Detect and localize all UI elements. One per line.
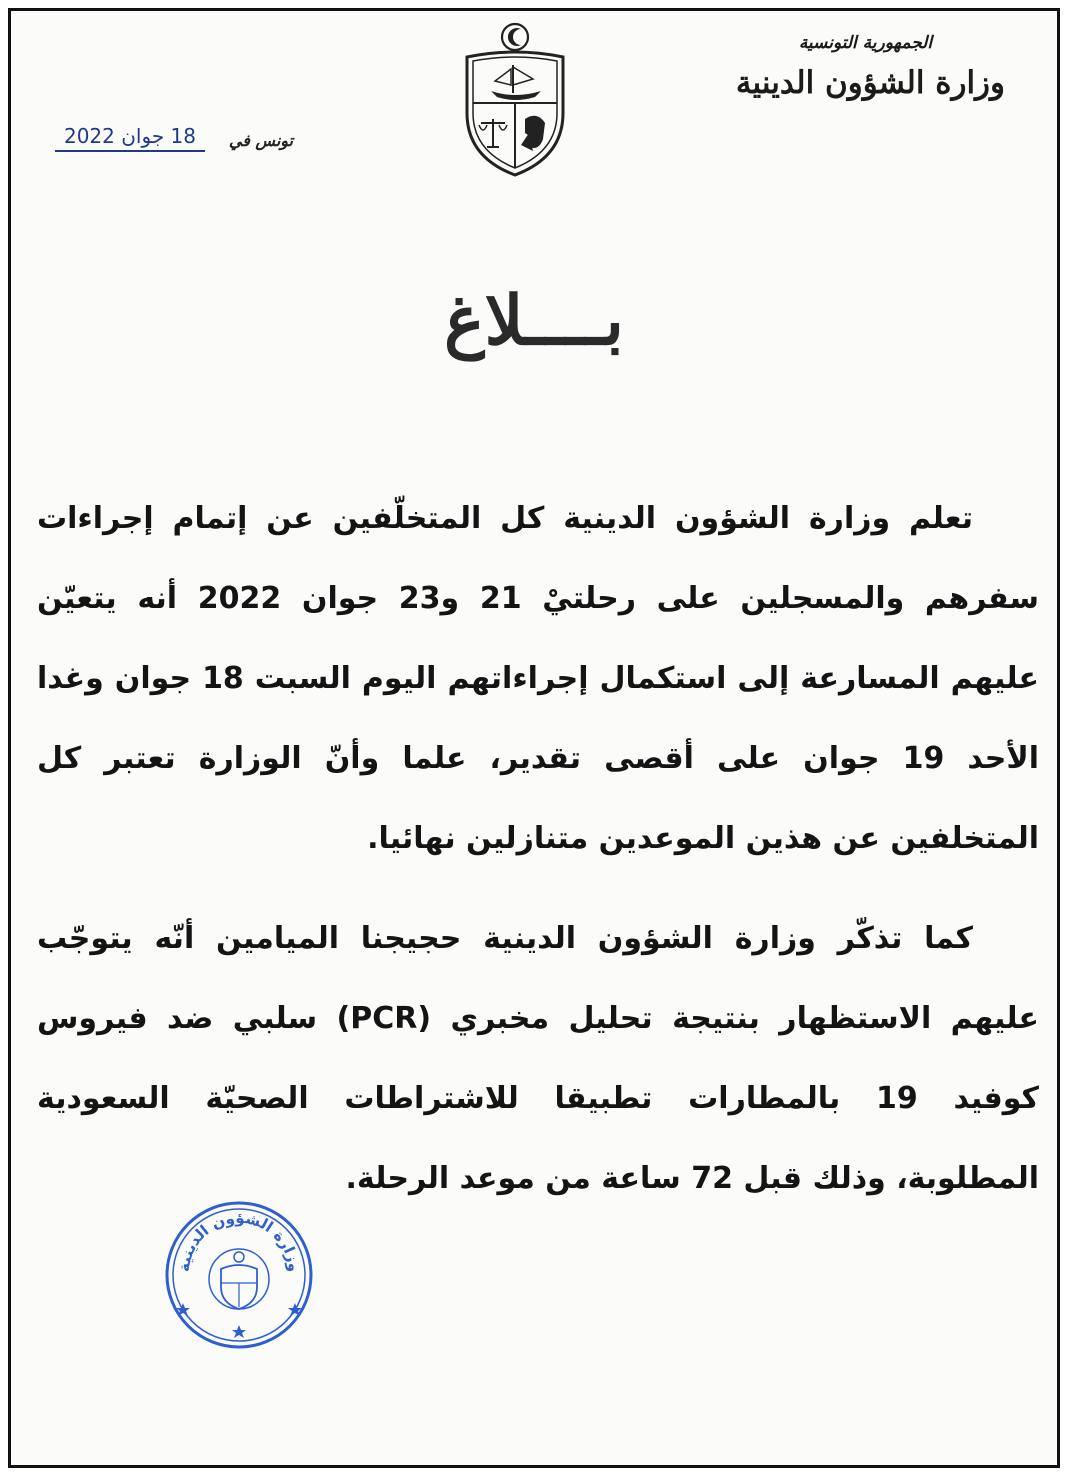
paragraph-text: تعلم وزارة الشؤون الدينية كل المتخلّفين عن إتمام إجراءات سفرهم والمسجلين على رحلتيْ 21 و23 جوان 2022 أنه يتعيّن عليهم المسارعة إلى استكمال إجراءاتهم اليوم السبت 18 جوان وغدا الأحد 19 جوان على أقصى تقدير، علما وأنّ الوزارة تعتبر كل المتخلفين عن هذين الموعدين متنازلين نهائيا.	[37, 501, 1039, 856]
date-label: تونس في	[228, 131, 293, 150]
stamp-text: وزارة الشؤون الدينية	[174, 1208, 304, 1273]
ministry-name: وزارة الشؤون الدينية	[735, 65, 1005, 101]
republic-name: الجمهورية التونسية	[798, 33, 933, 53]
star-icon	[232, 1325, 246, 1338]
coat-of-arms-icon	[455, 21, 575, 181]
official-stamp	[163, 1199, 315, 1351]
date-value: 18 جوان 2022	[55, 124, 205, 152]
document-title: بــــلاغ	[444, 281, 624, 361]
date-line	[33, 121, 293, 161]
paragraph-2	[37, 899, 1039, 1219]
letterhead	[736, 33, 1005, 101]
paragraph-1	[37, 479, 1039, 879]
paragraph-text: كما تذكّر وزارة الشؤون الدينية حجيجنا الميامين أنّه يتوجّب عليهم الاستظهار بنتيجة تحليل مخبري (PCR) سلبي ضد فيروس كوفيد 19 بالمطارات تطبيقا للاشتراطات الصحيّة السعودية المطلوبة، وذلك قبل 72 ساعة من موعد الرحلة.	[37, 921, 1039, 1196]
document-page	[8, 8, 1060, 1468]
